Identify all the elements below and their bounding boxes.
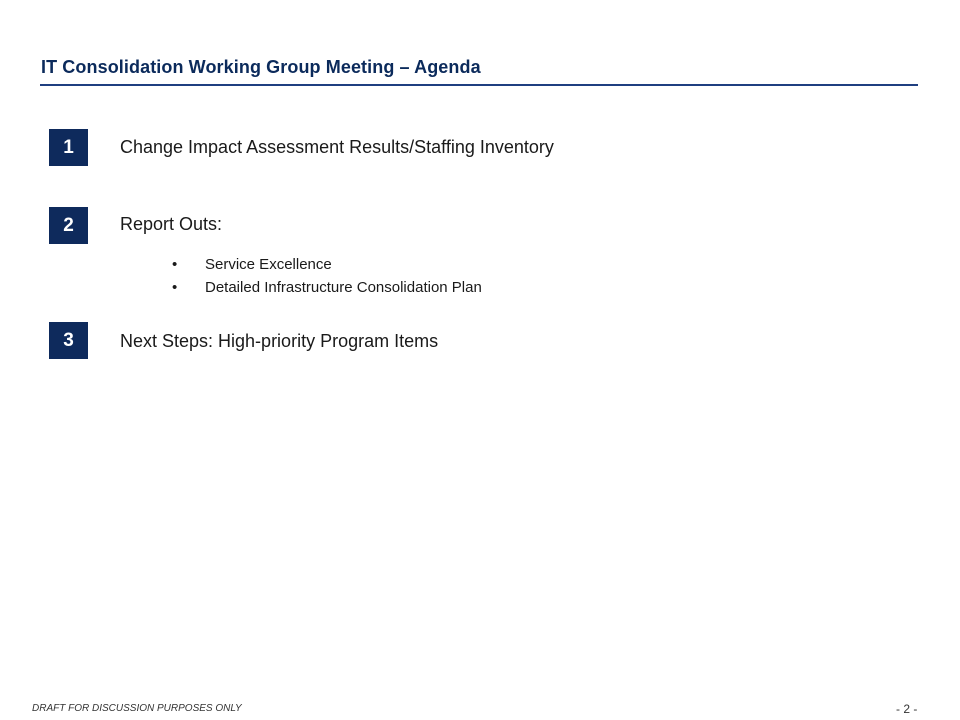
agenda-number-badge: 3 — [49, 322, 88, 359]
footer-disclaimer: DRAFT FOR DISCUSSION PURPOSES ONLY — [32, 703, 242, 714]
list-item — [172, 253, 482, 276]
list-item — [172, 276, 482, 299]
title-divider — [40, 84, 918, 86]
agenda-item-text: Next Steps: High-priority Program Items — [120, 331, 439, 351]
agenda-item-text: Report Outs: — [120, 214, 223, 234]
agenda-sub-list — [172, 253, 482, 299]
agenda-number-badge: 1 — [49, 129, 88, 166]
list-item-text: Service Excellence — [205, 256, 332, 273]
list-item-text: Detailed Infrastructure Consolidation Plan — [205, 279, 482, 296]
agenda-item-text: Change Impact Assessment Results/Staffing Inventory — [120, 137, 554, 157]
slide-title: IT Consolidation Working Group Meeting – Agenda — [41, 57, 481, 77]
bullet-icon: • — [172, 279, 178, 296]
page-number: - 2 - — [896, 702, 918, 716]
bullet-icon: • — [172, 256, 178, 273]
agenda-number-badge: 2 — [49, 207, 88, 244]
